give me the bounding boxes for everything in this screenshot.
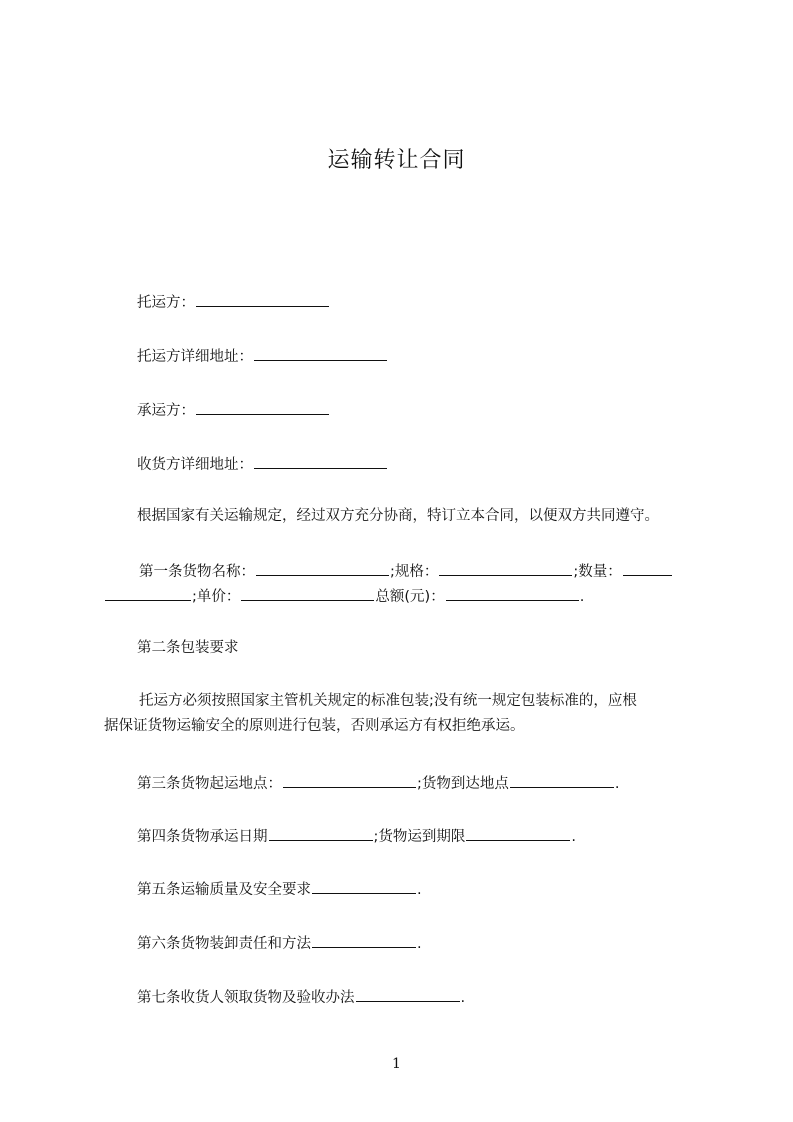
goods-name-blank[interactable] [256,560,389,576]
article7-label: 第七条收货人领取货物及验收办法 [137,990,355,1006]
shipper-label: 托运方： [137,295,195,311]
article1-end: . [579,589,585,605]
destination-blank[interactable] [510,772,614,788]
article3-end: . [614,776,620,792]
carrier-blank[interactable] [196,399,329,415]
shipper-line [104,291,737,313]
article1-spec-label: ;规格： [390,564,439,580]
article3-origin-label: 第三条货物起运地点： [137,776,282,792]
goods-spec-blank[interactable] [439,560,572,576]
acceptance-method-blank[interactable] [356,986,460,1002]
article1-total-label: 总额(元)： [375,589,445,605]
unit-price-blank[interactable] [241,585,374,601]
carrier-label: 承运方： [137,403,195,419]
loading-method-blank[interactable] [312,932,416,948]
article3-line [104,772,737,794]
article2-text-line2: 据保证货物运输安全的原则进行包装，否则承运方有权拒绝承运。 [104,718,525,734]
article1-line2 [104,585,704,607]
article5-label: 第五条运输质量及安全要求 [137,882,311,898]
page-number: 1 [392,1056,401,1072]
delivery-deadline-blank[interactable] [466,825,570,841]
shipper-blank[interactable] [196,291,329,307]
shipper-address-label: 托运方详细地址： [137,349,253,365]
origin-blank[interactable] [283,772,416,788]
article1-line1 [104,560,739,582]
article1-name-label: 第一条货物名称： [139,564,255,580]
consignee-address-blank[interactable] [254,453,387,469]
article2-text-line1: 托运方必须按照国家主管机关规定的标准包装;没有统一规定包装标准的，应根 [139,693,637,709]
carriage-date-blank[interactable] [269,825,373,841]
article5-end: . [417,882,422,898]
article4-date-label: 第四条货物承运日期 [137,829,268,845]
article4-line [104,825,737,847]
carrier-line [104,399,737,421]
total-amount-blank[interactable] [446,585,579,601]
article6-line [104,932,737,954]
goods-qty-blank-part1[interactable] [623,560,672,576]
quality-safety-blank[interactable] [312,878,416,894]
article6-label: 第六条货物装卸责任和方法 [137,936,311,952]
article7-line [104,986,737,1008]
consignee-address-label: 收货方详细地址： [137,457,253,473]
goods-qty-blank-part2[interactable] [105,585,191,601]
article1-price-label: ;单价： [192,589,241,605]
shipper-address-line [104,345,737,367]
article5-line [104,878,737,900]
consignee-address-line [104,453,737,475]
article1-qty-label: ;数量： [573,564,622,580]
article4-end: . [571,829,576,845]
shipper-address-blank[interactable] [254,345,387,361]
preamble-paragraph: 根据国家有关运输规定，经过双方充分协商，特订立本合同，以便双方共同遵守。 [137,508,659,524]
article7-end: . [460,990,466,1006]
article4-deadline-label: ;货物运到期限 [373,829,466,845]
article3-dest-label: ;货物到达地点 [417,776,509,792]
article2-heading: 第二条包装要求 [137,640,239,656]
article6-end: . [417,936,422,952]
document-title: 运输转让合同 [327,148,466,173]
